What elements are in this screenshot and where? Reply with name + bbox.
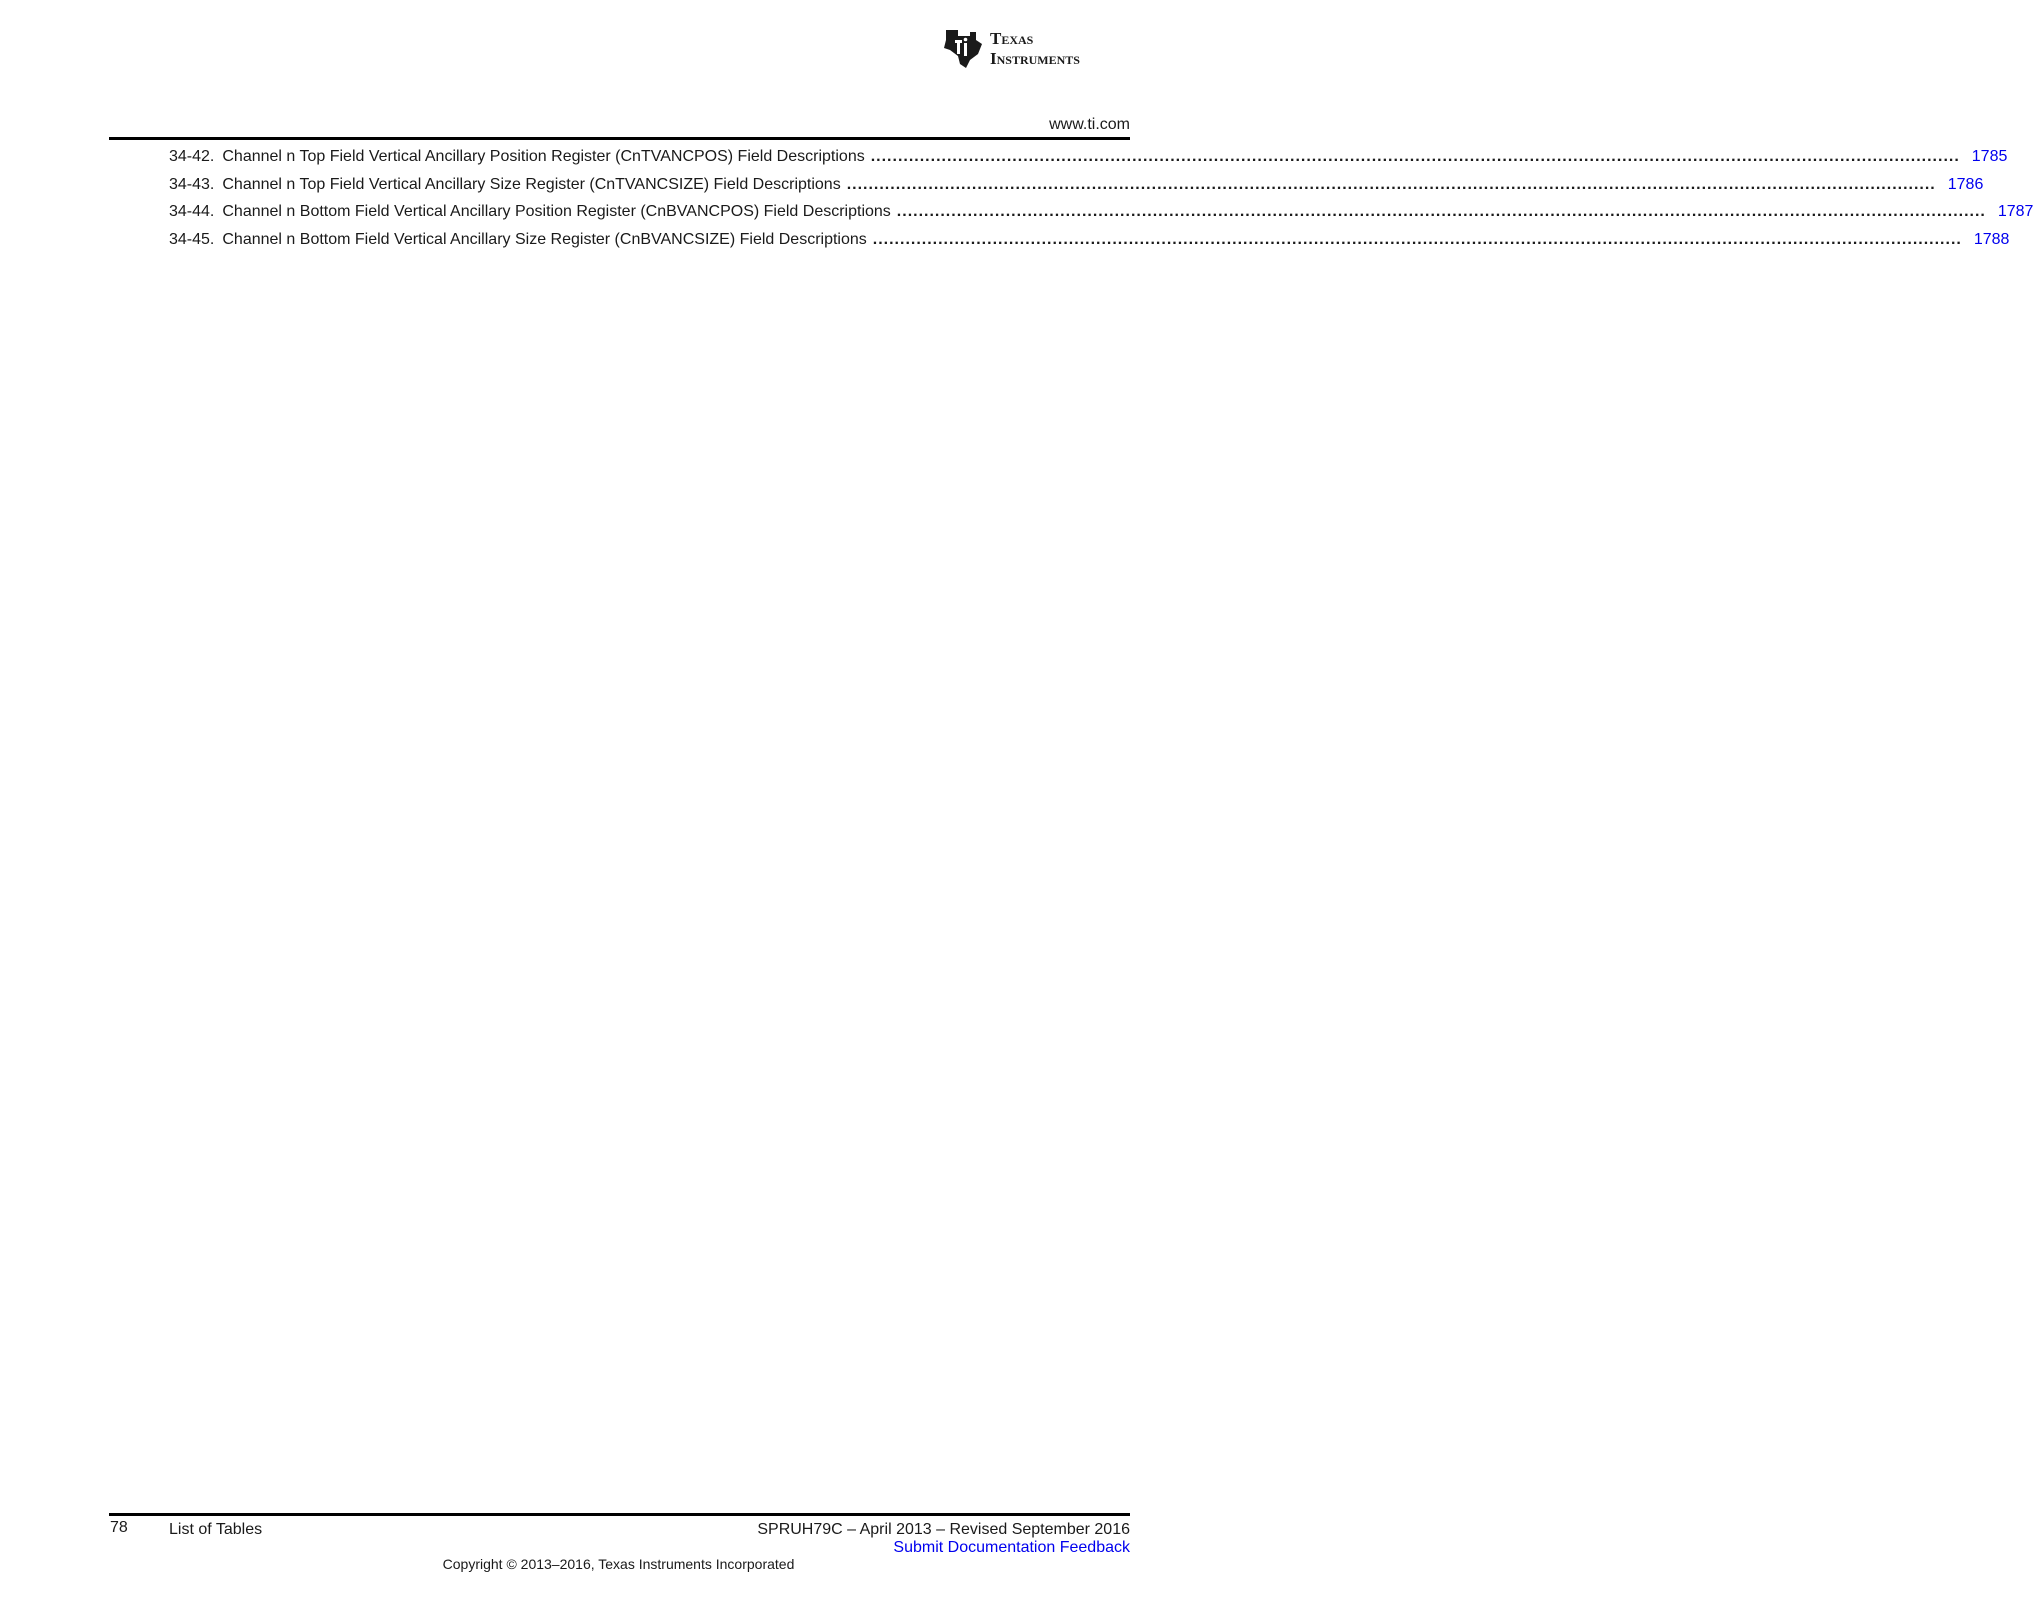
toc-entry[interactable] (169, 148, 2008, 176)
toc-entry[interactable] (169, 203, 2033, 231)
toc-entry-page-link[interactable]: 1785 (1971, 148, 2008, 165)
toc-entry[interactable] (169, 230, 2010, 259)
toc-entry-title: Channel n Top Field Vertical Ancillary Size Register (CnTVANCSIZE) Field Descriptions (222, 175, 841, 193)
toc-entry-page-link[interactable]: 1786 (1947, 175, 1984, 193)
document-id: SPRUH79C – April 2013 – Revised September 2016 (757, 1521, 1130, 1538)
toc-entry-title: Channel n Bottom Field Vertical Ancillary Size Register (CnBVANCSIZE) Field Descriptions (222, 230, 867, 248)
logo-text-line1: Texas (990, 29, 1034, 48)
toc-entry-title: Channel n Top Field Vertical Ancillary Position Register (CnTVANCPOS) Field Descriptions (222, 148, 865, 165)
footer-section-name: List of Tables (169, 1521, 263, 1538)
toc-entry-number: 34-42. (169, 148, 215, 165)
toc-entry-number: 34-43. (169, 175, 215, 193)
texas-instruments-logo-icon (940, 26, 986, 72)
toc-entry[interactable] (169, 175, 1984, 204)
submit-feedback-link[interactable]: Submit Documentation Feedback (893, 1539, 1130, 1556)
toc-leader-dots (873, 231, 1962, 249)
site-url-link[interactable]: www.ti.com (1049, 116, 1130, 133)
table-of-contents (169, 148, 2033, 258)
copyright-notice: Copyright © 2013–2016, Texas Instruments Incorporated (442, 1556, 795, 1572)
ti-logo (940, 24, 1130, 74)
footer-rule (109, 1513, 1130, 1516)
toc-entry-page-link[interactable]: 1788 (1973, 230, 2010, 248)
page-number: 78 (110, 1519, 128, 1536)
toc-leader-dots (871, 148, 1960, 166)
toc-leader-dots (847, 176, 1936, 194)
header-rule (109, 137, 1130, 140)
toc-leader-dots (897, 203, 1986, 221)
logo-text-line2: Instruments (990, 49, 1080, 68)
toc-entry-number: 34-44. (169, 203, 215, 220)
toc-entry-title: Channel n Bottom Field Vertical Ancillary Position Register (CnBVANCPOS) Field Descriptions (222, 203, 891, 220)
toc-entry-number: 34-45. (169, 230, 215, 248)
toc-entry-page-link[interactable]: 1787 (1997, 203, 2033, 220)
